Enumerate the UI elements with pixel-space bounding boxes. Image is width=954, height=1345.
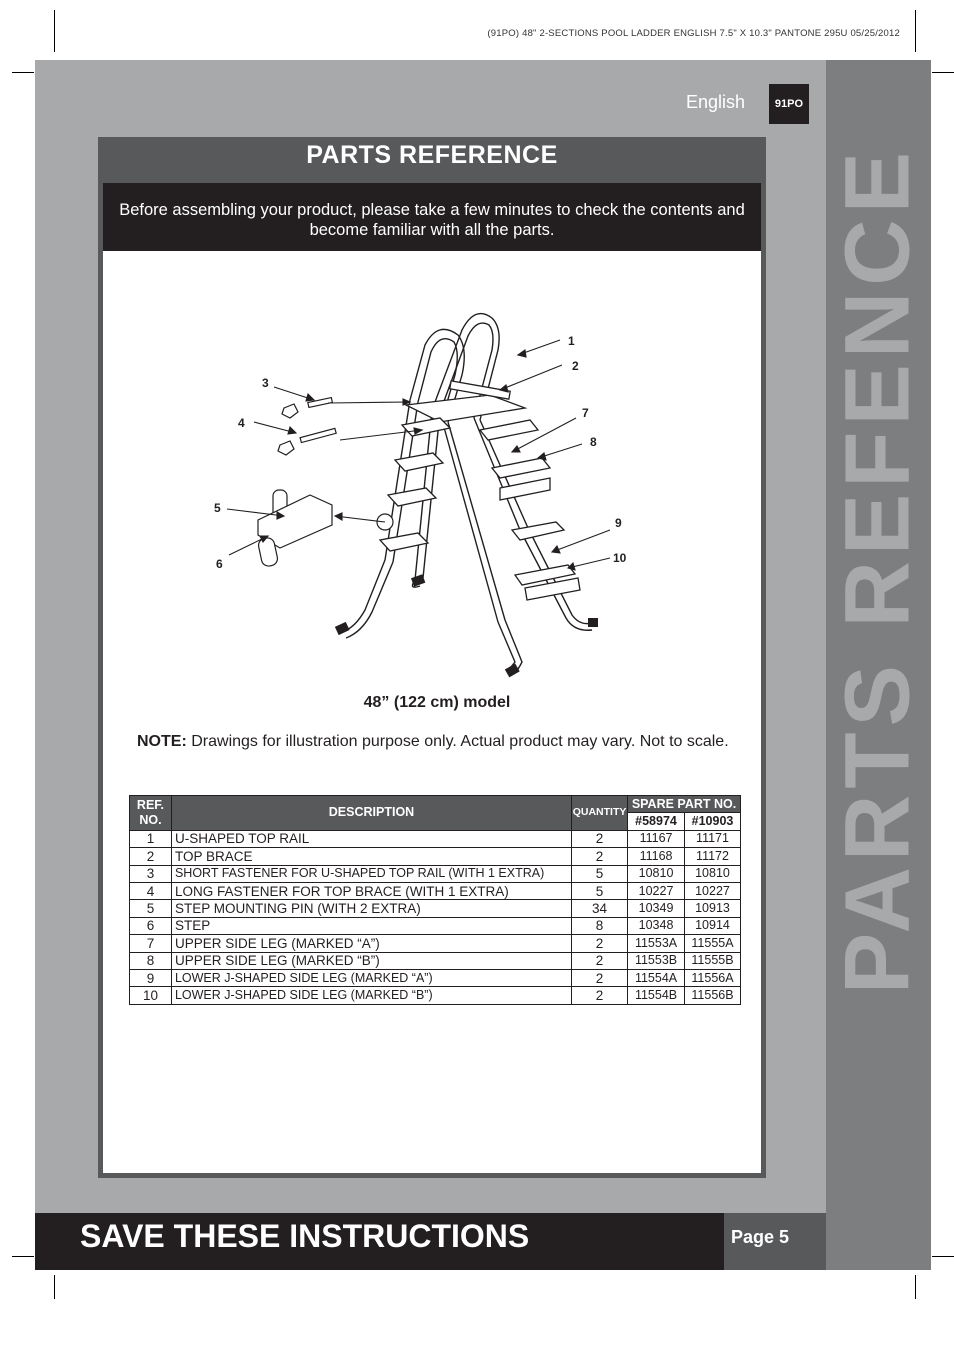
spare-a-cell: 11168 [628, 848, 685, 865]
spare-b-cell: 10913 [685, 900, 741, 917]
header-quantity: QUANTITY [572, 796, 628, 831]
spare-a-cell: 11167 [628, 830, 685, 847]
ref-cell: 7 [130, 935, 172, 952]
diagram-label: 4 [238, 416, 245, 430]
diagram-label: 2 [572, 359, 579, 373]
crop-mark [915, 1275, 916, 1299]
quantity-cell: 5 [572, 865, 628, 882]
crop-mark [54, 1275, 55, 1299]
spare-a-cell: 11553B [628, 952, 685, 969]
header-spare-part: SPARE PART NO. [628, 796, 741, 813]
header-description: DESCRIPTION [171, 796, 571, 831]
spare-b-cell: 11171 [685, 830, 741, 847]
table-row [130, 935, 741, 952]
side-title: PARTS REFENCE [826, 145, 929, 995]
crop-mark [12, 72, 34, 73]
quantity-cell: 2 [572, 935, 628, 952]
table-row [130, 952, 741, 969]
spare-b-cell: 10914 [685, 917, 741, 934]
spare-b-cell: 11555A [685, 935, 741, 952]
diagram-label: 5 [214, 501, 221, 515]
diagram-label: 1 [568, 334, 575, 348]
spare-a-cell: 11553A [628, 935, 685, 952]
description-cell: UPPER SIDE LEG (MARKED “A”) [171, 935, 571, 952]
quantity-cell: 2 [572, 952, 628, 969]
spare-b-cell: 10810 [685, 865, 741, 882]
table-row [130, 830, 741, 847]
ref-cell: 3 [130, 865, 172, 882]
header-ref: REF. NO. [130, 796, 172, 831]
description-cell: LONG FASTENER FOR TOP BRACE (WITH 1 EXTRA) [171, 882, 571, 899]
spare-a-cell: 10227 [628, 882, 685, 899]
note-text: Drawings for illustration purpose only. Actual product may vary. Not to scale. [186, 733, 729, 750]
ref-cell: 9 [130, 969, 172, 986]
note-label: NOTE: [137, 733, 187, 750]
header-spare-a: #58974 [628, 813, 685, 830]
crop-mark [12, 1256, 34, 1257]
note [137, 731, 737, 752]
spare-b-cell: 11172 [685, 848, 741, 865]
diagram-label: 7 [582, 406, 589, 420]
crop-mark [932, 72, 954, 73]
print-info: (91PO) 48" 2-SECTIONS POOL LADDER ENGLISH 7.5" X 10.3" PANTONE 295U 05/25/2012 [487, 28, 900, 39]
spare-a-cell: 10348 [628, 917, 685, 934]
page-number: Page 5 [731, 1227, 790, 1247]
spare-b-cell: 10227 [685, 882, 741, 899]
description-cell: U-SHAPED TOP RAIL [171, 830, 571, 847]
description-cell: LOWER J-SHAPED SIDE LEG (MARKED “B”) [171, 987, 571, 1004]
quantity-cell: 2 [572, 830, 628, 847]
quantity-cell: 5 [572, 882, 628, 899]
crop-mark [915, 10, 916, 52]
ref-cell: 2 [130, 848, 172, 865]
language-code-badge: 91PO [769, 84, 809, 124]
table-row [130, 882, 741, 899]
ref-cell: 8 [130, 952, 172, 969]
quantity-cell: 2 [572, 969, 628, 986]
language-label: English [686, 92, 746, 112]
header-spare-b: #10903 [685, 813, 741, 830]
ref-cell: 10 [130, 987, 172, 1004]
table-row [130, 848, 741, 865]
quantity-cell: 2 [572, 987, 628, 1004]
spare-b-cell: 11556B [685, 987, 741, 1004]
ref-cell: 5 [130, 900, 172, 917]
diagram-label: 8 [590, 435, 597, 449]
ladder-diagram [200, 290, 660, 690]
spare-a-cell: 11554A [628, 969, 685, 986]
description-cell: STEP [171, 917, 571, 934]
table-row [130, 969, 741, 986]
spare-a-cell: 10349 [628, 900, 685, 917]
model-caption: 48” (122 cm) model [363, 694, 511, 711]
quantity-cell: 34 [572, 900, 628, 917]
spare-a-cell: 10810 [628, 865, 685, 882]
crop-mark [932, 1256, 954, 1257]
description-cell: SHORT FASTENER FOR U-SHAPED TOP RAIL (WITH 1 EXTRA) [171, 865, 571, 882]
diagram-label: 6 [216, 557, 223, 571]
description-cell: UPPER SIDE LEG (MARKED “B”) [171, 952, 571, 969]
diagram-label: 10 [613, 551, 627, 565]
table-row [130, 865, 741, 882]
table-header-row [130, 796, 741, 813]
ref-cell: 6 [130, 917, 172, 934]
diagram-label: 9 [615, 516, 622, 530]
table-row [130, 900, 741, 917]
description-cell: LOWER J-SHAPED SIDE LEG (MARKED “A”) [171, 969, 571, 986]
spare-b-cell: 11555B [685, 952, 741, 969]
intro-text: Before assembling your product, please take a few minutes to check the contents and become familiar with all the parts. [103, 183, 761, 251]
description-cell: TOP BRACE [171, 848, 571, 865]
page-title: PARTS REFERENCE [306, 141, 558, 169]
footer-title: SAVE THESE INSTRUCTIONS [80, 1218, 530, 1254]
spare-b-cell: 11556A [685, 969, 741, 986]
table-row [130, 987, 741, 1004]
parts-table [129, 795, 741, 1005]
table-row [130, 917, 741, 934]
quantity-cell: 2 [572, 848, 628, 865]
diagram-label: 3 [262, 376, 269, 390]
ref-cell: 1 [130, 830, 172, 847]
crop-mark [54, 10, 55, 52]
description-cell: STEP MOUNTING PIN (WITH 2 EXTRA) [171, 900, 571, 917]
ref-cell: 4 [130, 882, 172, 899]
spare-a-cell: 11554B [628, 987, 685, 1004]
quantity-cell: 8 [572, 917, 628, 934]
